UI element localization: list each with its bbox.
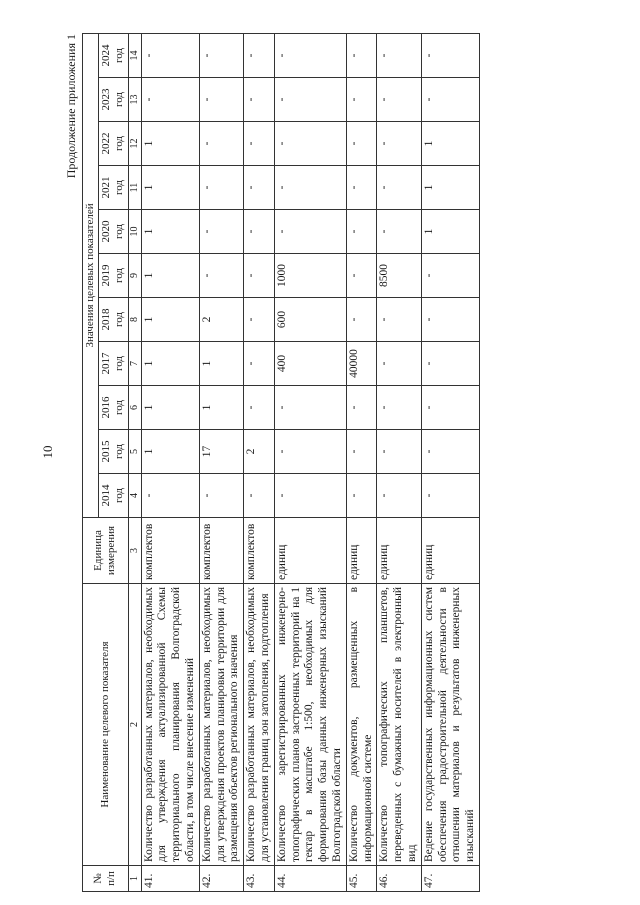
indicator-value: -: [274, 210, 346, 254]
indicator-value: 1: [141, 298, 199, 342]
header-values-group: Значения целевых показателей: [83, 33, 99, 517]
table-row: [244, 33, 275, 891]
indicator-value: 1: [141, 166, 199, 210]
header-year: 2020 год: [99, 210, 128, 254]
header-year: 2015 год: [99, 430, 128, 474]
indicator-value: -: [244, 210, 275, 254]
indicator-value: 600: [274, 298, 346, 342]
indicator-value: 1: [141, 430, 199, 474]
column-number: 2: [128, 584, 141, 866]
indicator-value: -: [377, 342, 421, 386]
indicator-value: -: [346, 254, 377, 298]
indicator-value: -: [199, 78, 243, 122]
indicator-value: -: [421, 298, 479, 342]
header-year: 2016 год: [99, 386, 128, 430]
indicator-name: Количество разработанных материалов, необходимых для установления границ зон затопления, подтопления: [244, 584, 275, 866]
unit-of-measure: единиц: [421, 518, 479, 584]
indicator-name: Количество разработанных материалов, необходимых для утверждения проектов планировки территории для размещения объектов регионального значения: [199, 584, 243, 866]
continuation-note: Продолжение приложения 1: [64, 34, 78, 179]
header-year: 2024 год: [99, 33, 128, 77]
indicator-value: -: [199, 474, 243, 518]
row-number: 47.: [421, 866, 479, 892]
indicator-value: -: [377, 298, 421, 342]
column-number: 7: [128, 342, 141, 386]
indicator-value: 1: [141, 210, 199, 254]
indicator-value: -: [199, 122, 243, 166]
header-name: Наименование целевого показателя: [83, 584, 129, 866]
header-unit: Единица измерения: [83, 518, 129, 584]
indicator-value: 1: [421, 122, 479, 166]
indicator-value: -: [346, 78, 377, 122]
indicator-value: 1: [141, 342, 199, 386]
indicator-value: -: [244, 342, 275, 386]
indicator-value: 1: [141, 386, 199, 430]
unit-of-measure: комплектов: [244, 518, 275, 584]
indicator-value: -: [421, 342, 479, 386]
column-number: 1: [128, 866, 141, 892]
indicator-value: -: [346, 33, 377, 77]
indicator-value: 1: [421, 166, 479, 210]
indicator-value: 1: [199, 342, 243, 386]
row-number: 44.: [274, 866, 346, 892]
indicator-value: -: [421, 78, 479, 122]
indicator-value: -: [377, 122, 421, 166]
indicator-value: -: [141, 474, 199, 518]
header-year: 2023 год: [99, 78, 128, 122]
indicator-value: -: [377, 78, 421, 122]
indicator-value: -: [199, 254, 243, 298]
indicator-value: -: [346, 122, 377, 166]
unit-of-measure: единиц: [377, 518, 421, 584]
indicator-value: -: [274, 474, 346, 518]
indicator-value: -: [346, 210, 377, 254]
column-number: 12: [128, 122, 141, 166]
indicator-value: -: [274, 33, 346, 77]
indicator-value: -: [421, 386, 479, 430]
indicator-value: -: [274, 166, 346, 210]
indicator-value: -: [346, 386, 377, 430]
row-number: 46.: [377, 866, 421, 892]
header-year: 2018 год: [99, 298, 128, 342]
indicator-value: -: [244, 78, 275, 122]
indicator-value: 1000: [274, 254, 346, 298]
column-number: 14: [128, 33, 141, 77]
indicator-value: -: [244, 166, 275, 210]
row-number: 45.: [346, 866, 377, 892]
indicator-value: -: [377, 474, 421, 518]
indicator-value: 17: [199, 430, 243, 474]
row-number: 41.: [141, 866, 199, 892]
indicator-name: Количество топографических планшетов, переведенных с бумажных носителей в электронный вид: [377, 584, 421, 866]
indicator-value: 2: [244, 430, 275, 474]
table-row: [377, 33, 421, 891]
table-row: [346, 33, 377, 891]
indicator-value: -: [421, 33, 479, 77]
target-indicators-table: [82, 33, 480, 892]
indicator-value: -: [199, 166, 243, 210]
indicator-name: Количество документов, размещенных в информационной системе: [346, 584, 377, 866]
header-year: 2021 год: [99, 166, 128, 210]
header-year: 2022 год: [99, 122, 128, 166]
indicator-value: 40000: [346, 342, 377, 386]
indicator-name: Количество зарегистрированных инженерно-топографических планов застроенных территорий на 1 гектар в масштабе 1:500, необходимых для формирования базы данных инженерных изысканий Волгоградской области: [274, 584, 346, 866]
indicator-value: -: [346, 166, 377, 210]
table-row: [421, 33, 479, 891]
indicator-value: -: [421, 474, 479, 518]
column-number: 6: [128, 386, 141, 430]
indicator-value: -: [346, 298, 377, 342]
header-year: 2017 год: [99, 342, 128, 386]
header-year: 2014 год: [99, 474, 128, 518]
indicator-value: 1: [141, 254, 199, 298]
column-number: 13: [128, 78, 141, 122]
indicator-value: -: [141, 78, 199, 122]
header-num: № п/п: [83, 866, 129, 892]
unit-of-measure: единиц: [346, 518, 377, 584]
indicator-value: -: [377, 430, 421, 474]
column-number: 4: [128, 474, 141, 518]
indicator-value: -: [274, 122, 346, 166]
row-number: 42.: [199, 866, 243, 892]
column-number: 5: [128, 430, 141, 474]
header-year: 2019 год: [99, 254, 128, 298]
indicator-value: -: [244, 474, 275, 518]
table-row: [199, 33, 243, 891]
indicator-value: -: [421, 430, 479, 474]
indicator-value: -: [199, 33, 243, 77]
table-body: [141, 33, 479, 891]
indicator-name: Количество разработанных материалов, необходимых для утверждения актуализированной Схемы территориального планирования Волгоградской области, в том числе внесение изменений: [141, 584, 199, 866]
indicator-value: -: [244, 298, 275, 342]
rotated-table-sheet: [64, 32, 624, 892]
indicator-value: 2: [199, 298, 243, 342]
column-number: 11: [128, 166, 141, 210]
unit-of-measure: единиц: [274, 518, 346, 584]
indicator-value: -: [244, 254, 275, 298]
indicator-value: 400: [274, 342, 346, 386]
indicator-value: -: [141, 33, 199, 77]
indicator-value: -: [377, 33, 421, 77]
indicator-value: 1: [199, 386, 243, 430]
indicator-value: -: [199, 210, 243, 254]
indicator-name: Ведение государственных информационных систем обеспечения градостроительной деятельности в отношении материалов и результатов инженерных изысканий: [421, 584, 479, 866]
indicator-value: -: [421, 254, 479, 298]
unit-of-measure: комплектов: [199, 518, 243, 584]
indicator-value: -: [244, 386, 275, 430]
indicator-value: -: [377, 386, 421, 430]
row-number: 43.: [244, 866, 275, 892]
indicator-value: -: [346, 430, 377, 474]
column-number: 8: [128, 298, 141, 342]
unit-of-measure: комплектов: [141, 518, 199, 584]
indicator-value: -: [274, 78, 346, 122]
indicator-value: -: [377, 166, 421, 210]
indicator-value: -: [346, 474, 377, 518]
indicator-value: 1: [141, 122, 199, 166]
column-number: 9: [128, 254, 141, 298]
indicator-value: -: [274, 430, 346, 474]
table-row: [274, 33, 346, 891]
indicator-value: 8500: [377, 254, 421, 298]
indicator-value: -: [244, 33, 275, 77]
indicator-value: -: [377, 210, 421, 254]
column-number: 10: [128, 210, 141, 254]
page-number: 10: [40, 445, 55, 459]
indicator-value: -: [274, 386, 346, 430]
column-number: 3: [128, 518, 141, 584]
indicator-value: -: [244, 122, 275, 166]
indicator-value: 1: [421, 210, 479, 254]
table-row: [141, 33, 199, 891]
